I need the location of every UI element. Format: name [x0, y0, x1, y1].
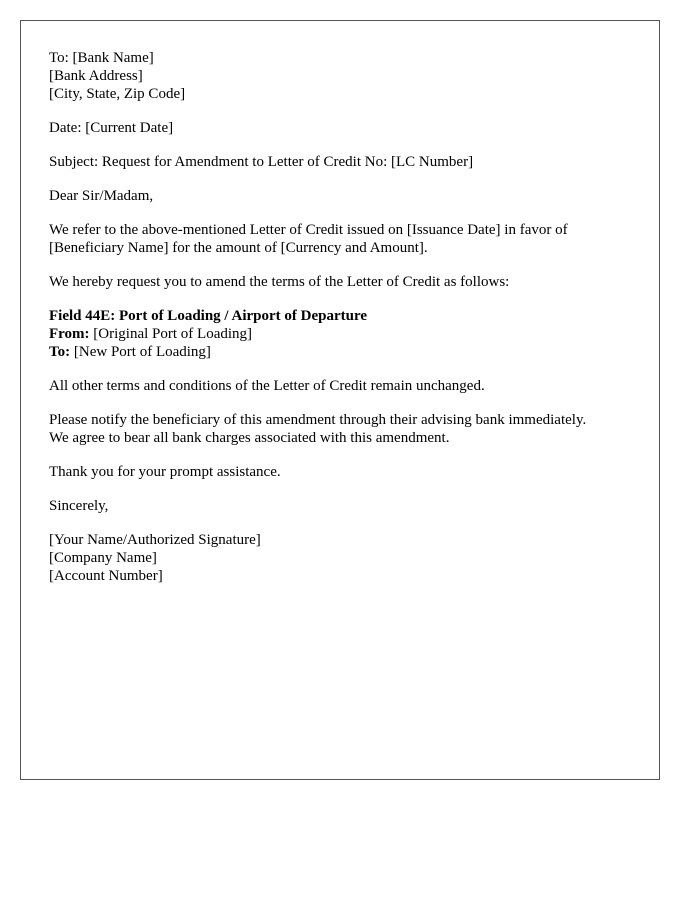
- amendment-block: [49, 307, 659, 361]
- amendment-to-value: [New Port of Loading]: [70, 344, 211, 360]
- amendment-to-label: To:: [49, 344, 71, 360]
- subject-line: Subject: Request for Amendment to Letter of Credit No: [LC Number]: [49, 154, 474, 170]
- signature-block: [49, 531, 659, 585]
- salutation: Dear Sir/Madam,: [49, 188, 154, 204]
- amendment-from-value: [Original Port of Loading]: [89, 326, 253, 342]
- recipient-to-line: To: [Bank Name]: [49, 50, 154, 66]
- paragraph-notify-line-1: Please notify the beneficiary of this amendment through their advising bank immediately.: [49, 412, 587, 428]
- signature-name-line: [Your Name/Authorized Signature]: [49, 532, 261, 548]
- paragraph-notify-line-2: We agree to bear all bank charges associated with this amendment.: [49, 430, 450, 446]
- paragraph-reference: [49, 221, 659, 257]
- amendment-field-heading: Field 44E: Port of Loading / Airport of Departure: [49, 308, 368, 324]
- amendment-from-line: [49, 325, 659, 343]
- paragraph-thanks-text: Thank you for your prompt assistance.: [49, 464, 281, 480]
- paragraph-reference-line-1: We refer to the above-mentioned Letter of Credit issued on [Issuance Date] in favor of: [49, 222, 568, 238]
- salutation-block: [49, 187, 659, 205]
- date-line: Date: [Current Date]: [49, 120, 174, 136]
- recipient-city-line: [City, State, Zip Code]: [49, 86, 186, 102]
- recipient-address: [Bank Address]: [49, 68, 143, 84]
- signature-account-line: [Account Number]: [49, 568, 163, 584]
- closing: Sincerely,: [49, 498, 109, 514]
- amendment-from-label: From:: [49, 326, 90, 342]
- paragraph-request: [49, 273, 659, 291]
- paragraph-unchanged: [49, 377, 659, 395]
- paragraph-notify: [49, 411, 659, 447]
- recipient-block: [49, 49, 659, 103]
- subject-block: [49, 153, 659, 171]
- paragraph-thanks: [49, 463, 659, 481]
- amendment-to-line: [49, 343, 659, 361]
- closing-block: [49, 497, 659, 515]
- paragraph-request-text: We hereby request you to amend the terms of the Letter of Credit as follows:: [49, 274, 510, 290]
- letter-page: [20, 20, 660, 780]
- paragraph-reference-line-2: [Beneficiary Name] for the amount of [Currency and Amount].: [49, 240, 428, 256]
- date-block: [49, 119, 659, 137]
- paragraph-unchanged-text: All other terms and conditions of the Letter of Credit remain unchanged.: [49, 378, 485, 394]
- signature-company-line: [Company Name]: [49, 550, 157, 566]
